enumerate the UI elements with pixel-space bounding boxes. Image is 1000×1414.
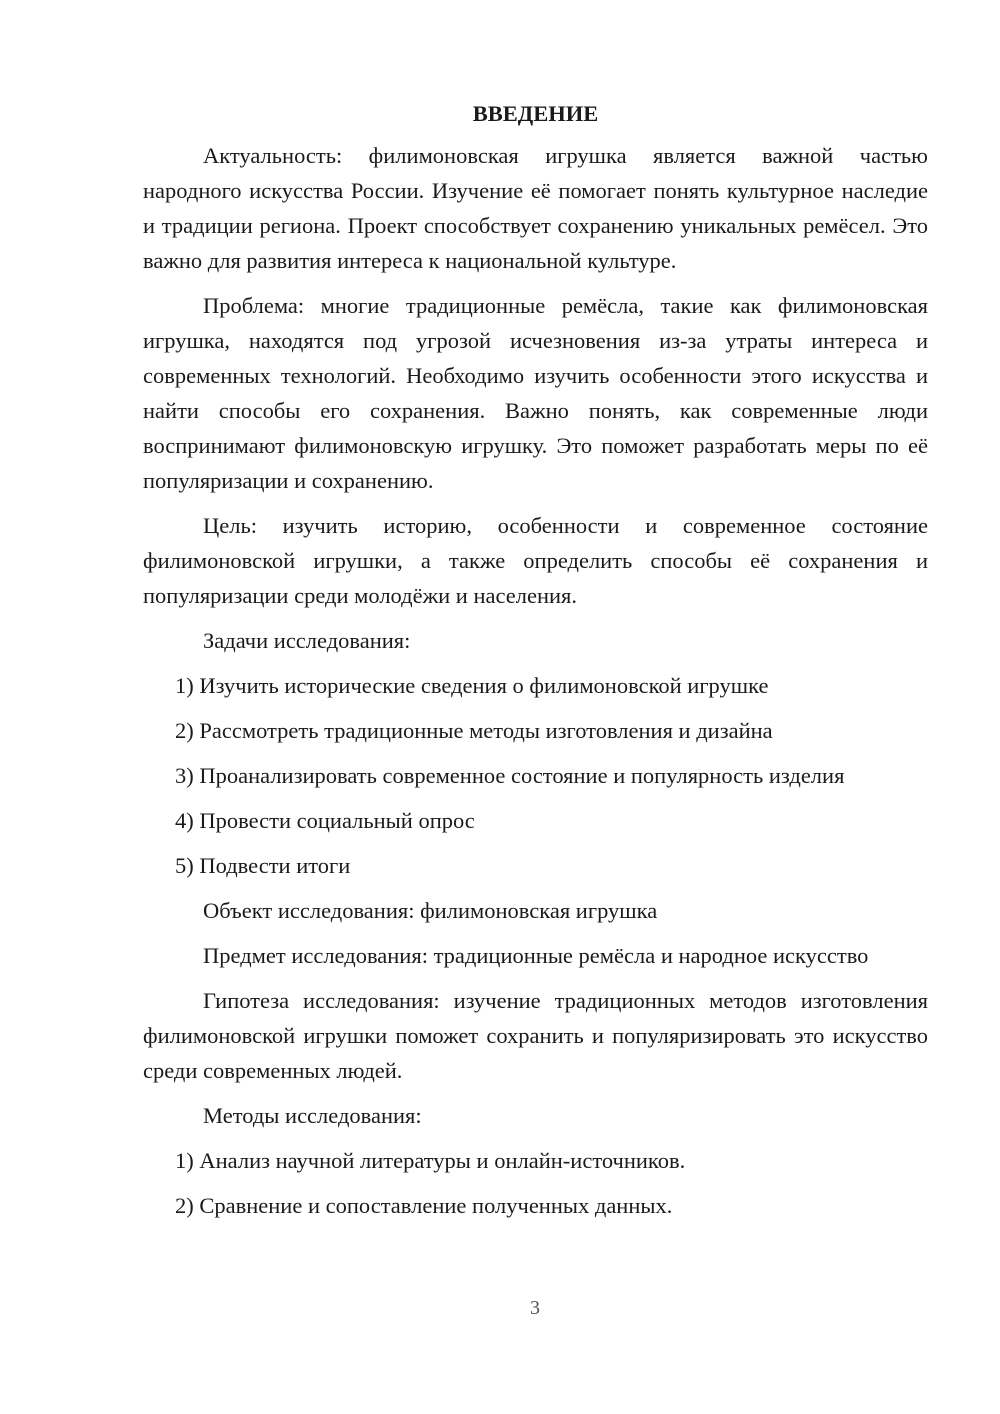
object-line: Объект исследования: филимоновская игрушка [203, 898, 658, 923]
task-item: 3) Проанализировать современное состояние и популярность изделия [175, 763, 845, 788]
task-item: 1) Изучить исторические сведения о филимоновской игрушке [175, 673, 769, 698]
page-number: 3 [530, 1297, 540, 1319]
task-item: 4) Провести социальный опрос [175, 808, 475, 833]
method-item: 2) Сравнение и сопоставление полученных данных. [175, 1193, 673, 1218]
section-title: ВВЕДЕНИЕ [472, 101, 599, 126]
task-item: 2) Рассмотреть традиционные методы изготовления и дизайна [175, 718, 773, 743]
tasks-heading: Задачи исследования: [203, 628, 411, 653]
page-content [143, 96, 928, 1233]
hypothesis-paragraph: Гипотеза исследования: изучение традиционных методов изготовления филимоновской игрушки поможет сохранить и популяризировать это искусство среди современных людей. [143, 988, 928, 1083]
subject-paragraph: Предмет исследования: традиционные ремёсла и народное искусство [203, 943, 869, 968]
method-item: 1) Анализ научной литературы и онлайн-источников. [175, 1148, 686, 1173]
goal-paragraph: Цель: изучить историю, особенности и современное состояние филимоновской игрушки, а также определить способы её сохранения и популяризации среди молодёжи и населения. [143, 513, 928, 608]
relevance-paragraph: Актуальность: филимоновская игрушка является важной частью народного искусства России. Изучение её помогает понять культурное наследие и традиции региона. Проект способствует сохранению уникальных ремёсел. Это важно для развития интереса к национальной культуре. [143, 143, 928, 273]
task-item: 5) Подвести итоги [175, 853, 351, 878]
problem-paragraph: Проблема: многие традиционные ремёсла, такие как филимоновская игрушка, находятся под угрозой исчезновения из-за утраты интереса и современных технологий. Необходимо изучить особенности этого искусства и найти способы его сохранения. Важно понять, как современные люди воспринимают филимоновскую игрушку. Это поможет разработать меры по её популяризации и сохранению. [143, 293, 928, 493]
tasks-list [143, 668, 928, 883]
methods-heading: Методы исследования: [203, 1103, 422, 1128]
methods-list [143, 1143, 928, 1223]
